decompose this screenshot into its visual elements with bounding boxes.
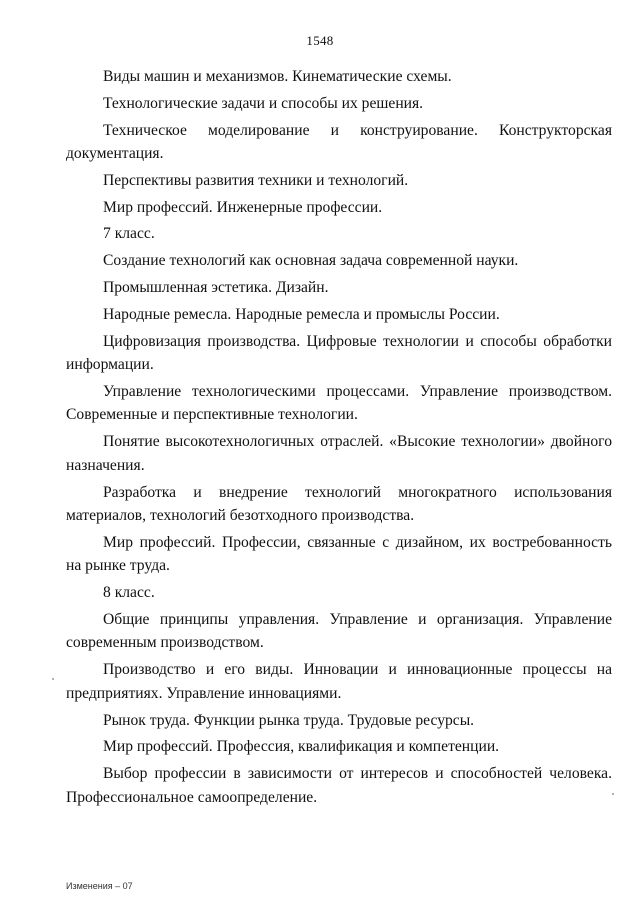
page-number: 1548	[306, 33, 334, 48]
paragraph: Цифровизация производства. Цифровые технологии и способы обработки информации.	[66, 332, 612, 374]
paragraph: Создание технологий как основная задача современной науки.	[103, 252, 519, 270]
paragraph: Мир профессий. Профессии, связанные с дизайном, их востребованность на рынке труда.	[66, 533, 612, 575]
paragraph: Общие принципы управления. Управление и организация. Управление современным производством.	[66, 610, 612, 652]
paragraph: Мир профессий. Профессия, квалификация и компетенции.	[103, 738, 500, 756]
paragraph: Перспективы развития техники и технологий.	[103, 171, 409, 189]
paragraph: Народные ремесла. Народные ремесла и промыслы России.	[103, 305, 500, 323]
section-heading-grade-7: 7 класс.	[103, 225, 155, 243]
paragraph: Рынок труда. Функции рынка труда. Трудовые ресурсы.	[103, 711, 475, 729]
section-heading-grade-8: 8 класс.	[103, 584, 155, 602]
scan-speck	[52, 678, 54, 680]
paragraph: Техническое моделирование и конструирование. Конструкторская документация.	[66, 121, 612, 163]
scan-speck	[612, 793, 614, 795]
paragraph: Выбор профессии в зависимости от интересов и способностей человека. Профессиональное самоопределение.	[66, 765, 612, 806]
paragraph: Разработка и внедрение технологий многократного использования материалов, технологий безотходного производства.	[66, 483, 612, 525]
paragraph: Виды машин и механизмов. Кинематические схемы.	[103, 68, 452, 85]
paragraph: Мир профессий. Инженерные профессии.	[103, 198, 383, 216]
paragraph: Производство и его виды. Инновации и инновационные процессы на предприятиях. Управление инновациями.	[66, 661, 612, 702]
paragraph: Понятие высокотехнологичных отраслей. «Высокие технологии» двойного назначения.	[66, 433, 612, 474]
paragraph: Технологические задачи и способы их решения.	[103, 94, 424, 112]
document-body	[66, 65, 612, 812]
paragraph: Управление технологическими процессами. Управление производством. Современные и перспективные технологии.	[66, 382, 612, 424]
footer-revision-note: Изменения – 07	[66, 881, 133, 891]
paragraph: Промышленная эстетика. Дизайн.	[103, 279, 329, 297]
